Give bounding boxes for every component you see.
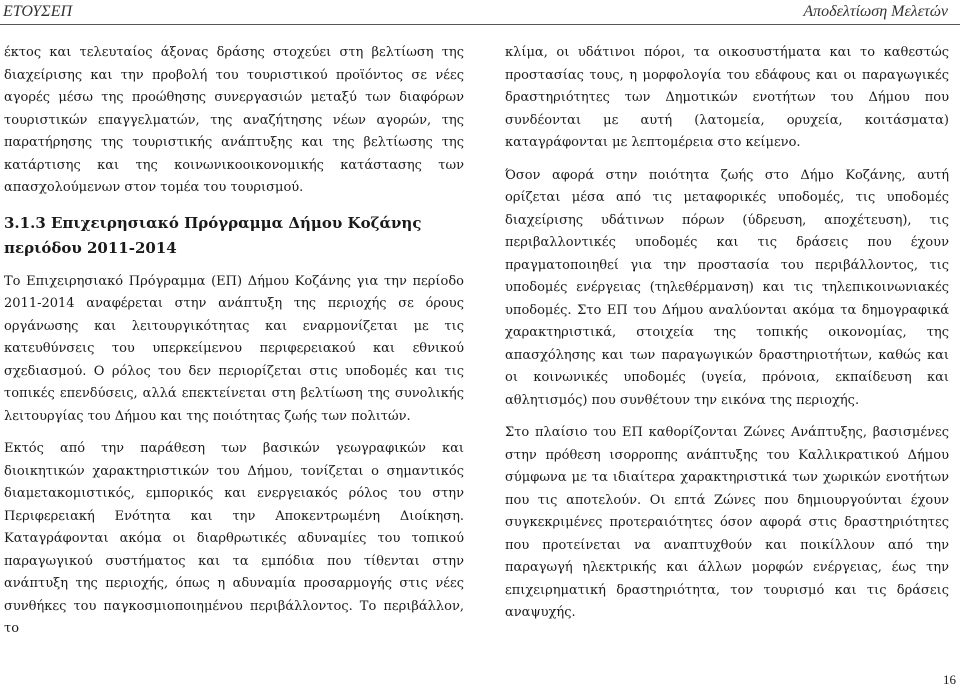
header-right-title: Αποδελτίωση Μελετών [803,3,948,20]
paragraph: Το Επιχειρησιακό Πρόγραμμα (ΕΠ) Δήμου Κοζάνης για την περίοδο 2011-2014 αναφέρεται στην ανάπτυξη της περιοχής σε όρους οργάνωσης και λειτουργικότητας και εναρμονίζεται με τις κατευθύνσεις του υπερκείμενου περιφερειακού και εθνικού σχεδιασμού. Ο ρόλος του δεν περιορίζεται στις υποδομές και τις τοπικές επενδύσεις, αλλά επεκτείνεται στη βελτίωση της συνολικής λειτουργίας του Δήμου και της ποιότητας ζωής των πολιτών. [4,273,464,424]
header-divider [0,24,960,25]
paragraph: Εκτός από την παράθεση των βασικών γεωγραφικών και διοικητικών χαρακτηριστικών του Δήμου, τονίζεται ο σημαντικός διαμετακομιστικός, εμπορικός και ενεργειακός ρόλος του στην Περιφερειακή Ενότητα και την Αποκεντρωμένη Διοίκηση. Καταγράφονται ακόμα οι διαρθρωτικές αδυναμίες του τοπικού παραγωγικού συστήματος και τα εμπόδια που τίθενται στην ανάπτυξη της περιοχής, όπως η αδυναμία προσαρμογής στις νέες συνθήκες του παγκοσμιοποιημένου περιβάλλοντος. Το περιβάλλον, το [4,441,464,636]
paragraph: Όσον αφορά στην ποιότητα ζωής στο Δήμο Κοζάνης, αυτή ορίζεται μέσα από τις μεταφορικές υποδομές, τις υποδομές διαχείρισης υδάτινων πόρων (ύδρευση, αποχέτευση), τις περιβαλλοντικές υποδομές και τις δράσεις που έχουν πραγματοποιηθεί για την προστασία του περιβάλλοντος, τις υποδομές ενέργειας (τηλεθέρμανση) και τις τηλεπικοινωνιακές υποδομές. Στο ΕΠ του Δήμου αναλύονται ακόμα τα δημογραφικά χαρακτηριστικά, στοιχεία της τοπικής οικονομίας, της απασχόλησης και των παραγωγικών δραστηριοτήτων, καθώς και οι κοινωνικές υποδομές (υγεία, πρόνοια, εκπαίδευση και αθλητισμός) που συνθέτουν την εικόνα της περιοχής. [505,167,949,408]
paragraph: κλίμα, οι υδάτινοι πόροι, τα οικοσυστήματα και το καθεστώς προστασίας τους, η μορφολογία του εδάφους και οι παραγωγικές δραστηριότητες των Δημοτικών ενοτήτων του Δήμου που συνδέονται με αυτή (λατομεία, ορυχεία, κοιτάσματα) καταγράφονται με λεπτομέρεια στο κείμενο. [505,45,949,150]
right-column [505,42,949,625]
left-column [4,42,464,641]
paragraph: Στο πλαίσιο του ΕΠ καθορίζονται Ζώνες Ανάπτυξης, βασισμένες στην πρόθεση ισορροπης ανάπτυξης του Καλλικρατικού Δήμου σύμφωνα με τα ιδιαίτερα χαρακτηριστικά των χωρικών ενοτήτων που τις αποτελούν. Οι επτά Ζώνες που δημιουργούνται έχουν συγκεκριμένες προτεραιότητες όσον αφορά στις δραστηριότητες που προτείνεται να αναπτυχθούν και ποικίλλουν από την παραγωγή ηλεκτρικής και άλλων μορφών ενέργειας, έως την επιχειρηματική δραστηριότητα, τον τουρισμό και τις δράσεις αναψυχής. [505,425,949,620]
page-number: 16 [943,672,956,687]
section-heading: 3.1.3 Επιχειρησιακό Πρόγραμμα Δήμου Κοζάνης περιόδου 2011-2014 [4,213,422,257]
header-left-title: ΕΤΟΥΣΕΠ [3,3,73,20]
paragraph: έκτος και τελευταίος άξονας δράσης στοχεύει στη βελτίωση της διαχείρισης και την προβολή του τουριστικού προϊόντος σε νέες αγορές μέσω της προώθησης συνεργασιών μεταξύ των διαφόρων τουριστικών επαγγελματών, της αναζήτησης νέων αγορών, της παρατήρησης της τουριστικής ανάπτυξης και της βελτίωσης της κατάρτισης και της κοινωνικοοικονομικής κατάστασης των απασχολούμενων στον τομέα του τουρισμού. [4,45,464,195]
